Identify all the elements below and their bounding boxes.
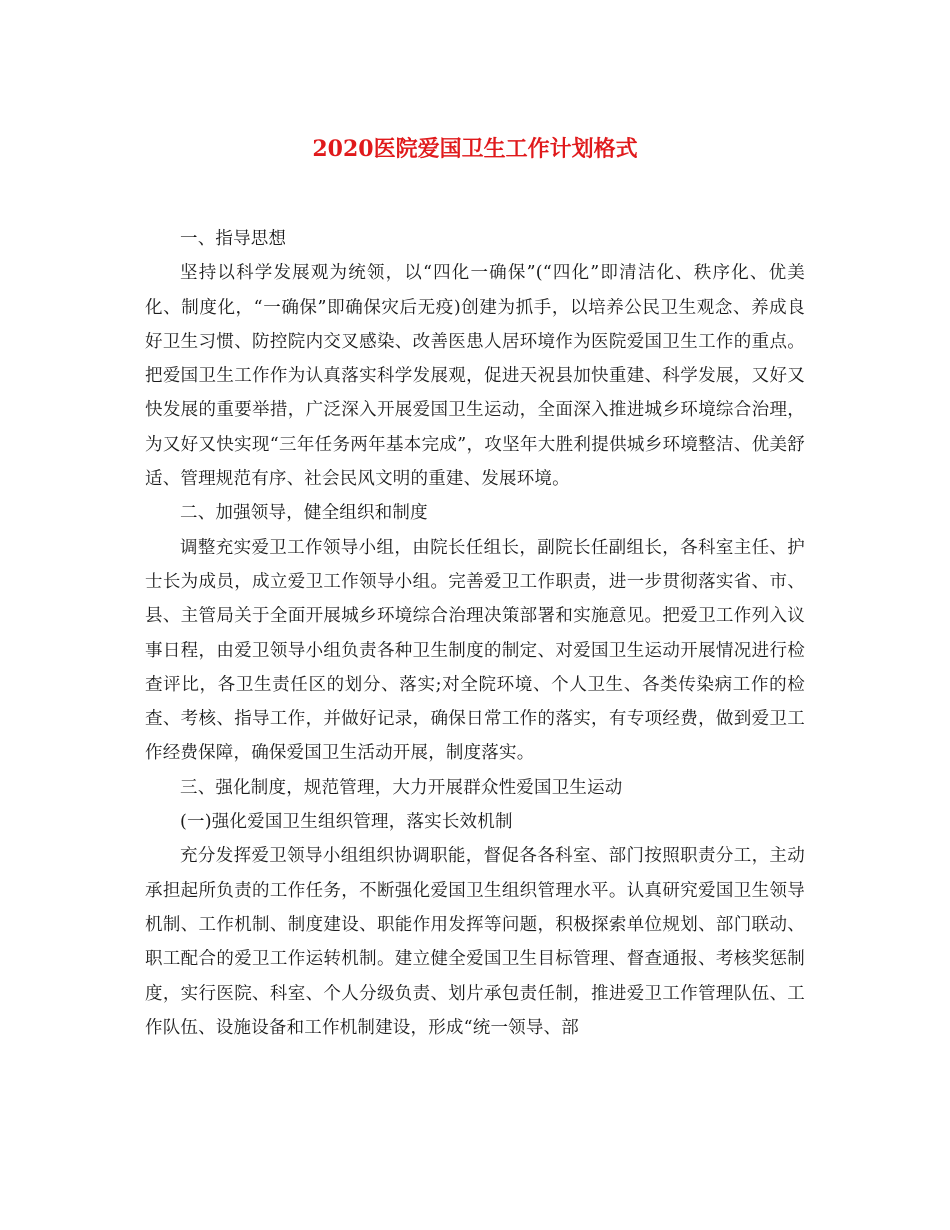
paragraph-guiding-ideology: 坚持以科学发展观为统领，以“四化一确保”(“四化”即清洁化、秩序化、优美化、制度化，“一确保”即确保灾后无疫)创建为抓手，以培养公民卫生观念、养成良好卫生习惯、防控院内交叉感染、改善医患人居环境作为医院爱国卫生工作的重点。把爱国卫生工作作为认真落实科学发展观，促进天祝县加快重建、科学发展，又好又快发展的重要举措，广泛深入开展爱国卫生运动，全面深入推进城乡环境综合治理，为又好又快实现“三年任务两年基本完成”，攻坚年大胜利提供城乡环境整洁、优美舒适、管理规范有序、社会民风文明的重建、发展环境。	[145, 263, 805, 490]
paragraph-organization: 充分发挥爱卫领导小组组织协调职能，督促各各科室、部门按照职责分工，主动承担起所负责的工作任务，不断强化爱国卫生组织管理水平。认真研究爱国卫生领导机制、工作机制、制度建设、职能作用发挥等问题，积极探索单位规划、部门联动、职工配合的爱卫工作运转机制。建立健全爱国卫生目标管理、督查通报、考核奖惩制度，实行医院、科室、个人分级负责、划片承包责任制，推进爱卫工作管理队伍、工作队伍、设施设备和工作机制建设，形成“统一领导、部	[145, 846, 805, 1038]
document-title: 2020医院爱国卫生工作计划格式	[312, 136, 638, 162]
document-body	[145, 222, 805, 1045]
section-heading-guiding-ideology: 一、指导思想	[180, 229, 287, 249]
subsection-heading-organization: (一)强化爱国卫生组织管理，落实长效机制	[180, 812, 513, 833]
section-heading-management: 三、强化制度，规范管理，大力开展群众性爱国卫生运动	[180, 777, 623, 798]
section-heading-leadership: 二、加强领导，健全组织和制度	[180, 503, 428, 524]
paragraph-leadership: 调整充实爱卫工作领导小组，由院长任组长，副院长任副组长，各科室主任、护士长为成员，成立爱卫工作领导小组。完善爱卫工作职责，进一步贯彻落实省、市、县、主管局关于全面开展城乡环境综合治理决策部署和实施意见。把爱卫工作列入议事日程，由爱卫领导小组负责各种卫生制度的制定、对爱国卫生运动开展情况进行检查评比，各卫生责任区的划分、落实;对全院环境、个人卫生、各类传染病工作的检查、考核、指导工作，并做好记录，确保日常工作的落实，有专项经费，做到爱卫工作经费保障，确保爱国卫生活动开展，制度落实。	[145, 537, 805, 764]
